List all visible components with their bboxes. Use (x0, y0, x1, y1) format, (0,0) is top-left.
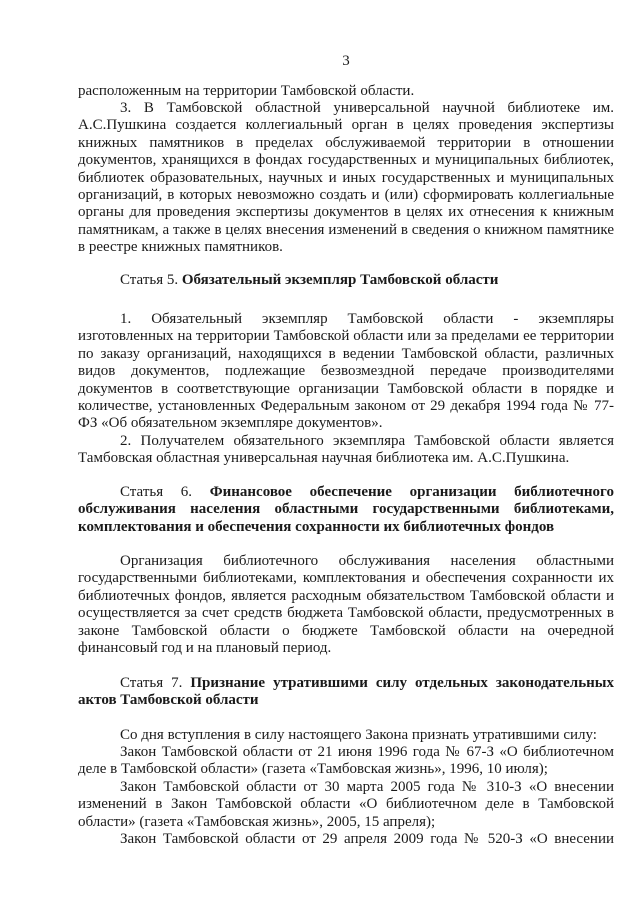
article-6-title: Финансовое обеспечение организации библиотечного обслуживания населения областными государственными библиотеками, комплектования и обеспечения сохранности их библиотечных фондов (78, 484, 614, 535)
article-7-item-2 (78, 779, 614, 831)
article-7-item-3 (78, 831, 614, 848)
article-7-intro (78, 727, 614, 744)
article-5-heading (78, 272, 614, 289)
article-5-prefix: Статья 5. (120, 272, 179, 288)
article-5-part-1 (78, 311, 614, 433)
article-5-part-2 (78, 433, 614, 468)
paragraph-art7-4: Закон Тамбовской области от 29 апреля 2009 года № 520-З «О внесении (120, 831, 614, 847)
article-7-item-1 (78, 744, 614, 779)
paragraph-art5-2: 2. Получателем обязательного экземпляра Тамбовской области является Тамбовская областная универсальная научная библиотека им. А.С.Пушкина. (78, 433, 614, 467)
article-4-part-3 (78, 100, 614, 257)
paragraph-lead-in: расположенным на территории Тамбовской области. (78, 83, 415, 99)
article-7-prefix: Статья 7. (120, 675, 183, 691)
paragraph-art4-3: 3. В Тамбовской областной универсальной научной библиотеке им. А.С.Пушкина создается коллегиальный орган в целях проведения экспертизы книжных памятников в пределах обслуживаемой территории в отношении документов, хранящихся в фондах государственных и муниципальных библиотек, библиотек образовательных, научных и иных государственных и муниципальных организаций, в которых невозможно создать и (или) сформировать коллегиальные органы для проведения экспертизы документов в целях их отнесения к книжным памятникам, а также в целях внесения изменений в сведения о книжном памятнике в реестре книжных памятников. (78, 100, 614, 256)
article-6-prefix: Статья 6. (120, 484, 193, 500)
article-5-heading-text (78, 272, 614, 289)
paragraph-art7-3: Закон Тамбовской области от 30 марта 2005 года № 310-З «О внесении изменений в Закон Тамбовской области «О библиотечном деле в Тамбовской области» (газета «Тамбовская жизнь», 2005, 15 апреля); (78, 779, 614, 830)
article-5-title: Обязательный экземпляр Тамбовской области (181, 272, 499, 288)
paragraph-art7-1: Со дня вступления в силу настоящего Закона признать утратившими силу: (120, 727, 597, 743)
paragraph-art5-1: 1. Обязательный экземпляр Тамбовской области - экземпляры изготовленных на территории Тамбовской области или за пределами ее территории по заказу организаций, находящихся в ведении Тамбовской области, различных видов документов, подлежащие безвозмездной передаче производителями документов в соответствующие организации Тамбовской области в порядке и количестве, установленных Федеральным законом от 29 декабря 1994 года № 77-ФЗ «Об обязательном экземпляре документов». (78, 311, 614, 432)
article-7-heading-text (78, 675, 614, 710)
article-6-paragraph (78, 553, 614, 657)
article-6-heading-text (78, 484, 614, 536)
paragraph-art7-2: Закон Тамбовской области от 21 июня 1996 года № 67-З «О библиотечном деле в Тамбовской области» (газета «Тамбовская жизнь», 1996, 10 июля); (78, 744, 614, 778)
article-7-heading (78, 675, 614, 710)
article-7-title: Признание утратившими силу отдельных законодательных актов Тамбовской области (78, 675, 615, 709)
paragraph-art6-1: Организация библиотечного обслуживания населения областными государственными библиотеками, комплектования и обеспечения сохранности их библиотечных фондов, является расходным обязательством Тамбовской области и осуществляется за счет средств бюджета Тамбовской области, предусмотренных в законе Тамбовской области о бюджете Тамбовской области на очередной финансовый год и на плановый период. (78, 553, 614, 657)
lead-in-line (78, 83, 614, 100)
page-number: 3 (342, 53, 350, 69)
article-6-heading (78, 484, 614, 536)
